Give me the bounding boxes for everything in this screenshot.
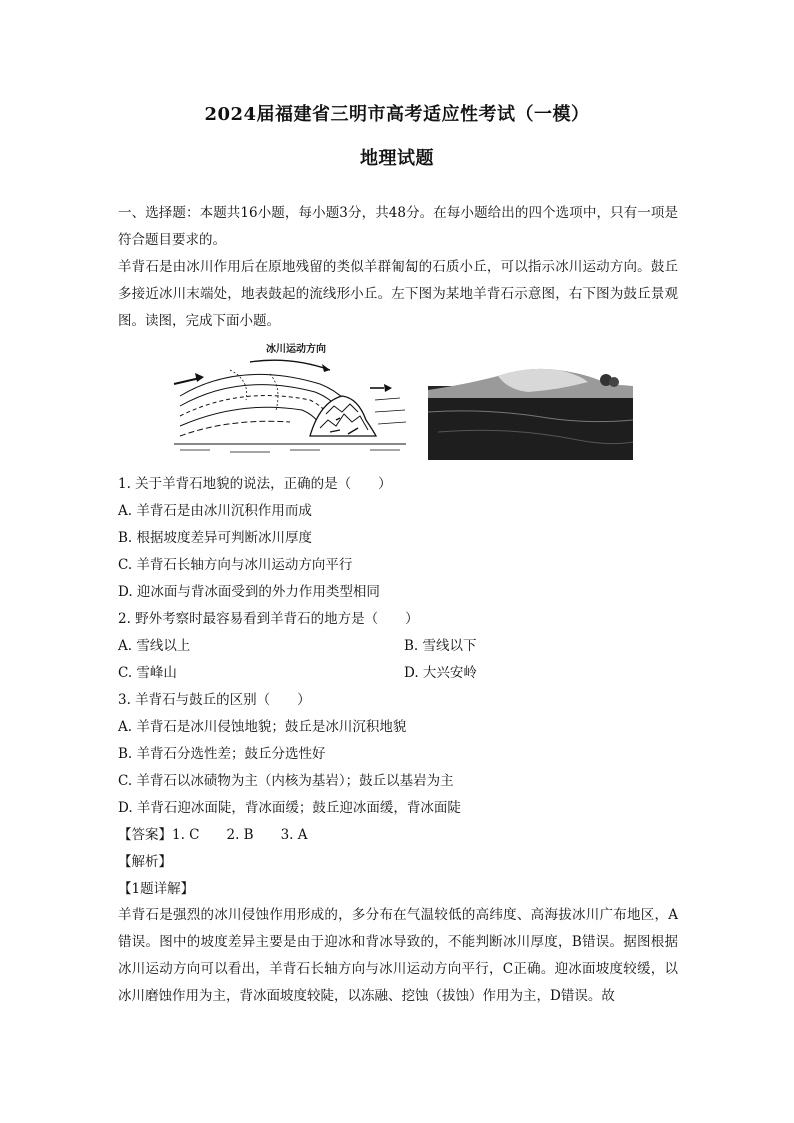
answer-key: 【答案】1. C 2. B 3. A	[118, 827, 308, 843]
figure-label: 冰川运动方向	[266, 344, 326, 355]
q3-option-a: A. 羊背石是冰川侵蚀地貌；鼓丘是冰川沉积地貌	[118, 719, 407, 735]
q2-option-d: D. 大兴安岭	[404, 665, 477, 681]
q2-option-b: B. 雪线以下	[404, 638, 477, 654]
q2-option-a: A. 雪线以上	[118, 638, 191, 654]
exam-subtitle: 地理试题	[360, 148, 434, 169]
q1-stem: 1. 关于羊背石地貌的说法，正确的是（ ）	[118, 476, 392, 492]
q1-detail-heading: 【1题详解】	[118, 881, 195, 897]
q2-option-c: C. 雪峰山	[118, 665, 177, 681]
question-material: 羊背石是由冰川作用后在原地残留的类似羊群匍匐的石质小丘，可以指示冰川运动方向。鼓丘多接近冰川末端处，地表鼓起的流线形小丘。左下图为某地羊背石示意图，右下图为鼓丘景观图。读图，完成下面小题。	[118, 259, 678, 329]
q1-option-d: D. 迎冰面与背冰面受到的外力作用类型相同	[118, 584, 380, 600]
section-intro: 一、选择题：本题共16小题，每小题3分，共48分。在每小题给出的四个选项中，只有一项是符合题目要求的。	[118, 205, 678, 248]
q3-stem: 3. 羊背石与鼓丘的区别（ ）	[118, 692, 311, 708]
drumlin-photo	[428, 362, 633, 460]
q1-option-b: B. 根据坡度差异可判断冰川厚度	[118, 530, 313, 546]
q1-option-a: A. 羊背石是由冰川沉积作用而成	[118, 503, 312, 519]
q3-option-c: C. 羊背石以冰碛物为主（内核为基岩）；鼓丘以基岩为主	[118, 773, 454, 789]
exam-title: 2024届福建省三明市高考适应性考试（一模）	[204, 104, 590, 125]
q3-option-b: B. 羊背石分选性差；鼓丘分选性好	[118, 746, 326, 762]
q3-option-d: D. 羊背石迎冰面陡，背冰面缓；鼓丘迎冰面缓，背冰面陡	[118, 800, 461, 816]
q1-detail-text: 羊背石是强烈的冰川侵蚀作用形成的，多分布在气温较低的高纬度、高海拔冰川广布地区，A错误。图中的坡度差异主要是由于迎冰和背冰导致的，不能判断冰川厚度，B错误。据图根据冰川运动方向可以看出，羊背石长轴方向与冰川运动方向平行，C正确。迎冰面坡度较缓，以冰川磨蚀作用为主，背冰面坡度较陡，以冻融、挖蚀（拔蚀）作用为主，D错误。故	[118, 907, 678, 1004]
roche-moutonnee-figure	[170, 340, 410, 458]
analysis-heading: 【解析】	[118, 854, 172, 870]
q2-stem: 2. 野外考察时最容易看到羊背石的地方是（ ）	[118, 611, 419, 627]
q1-option-c: C. 羊背石长轴方向与冰川运动方向平行	[118, 557, 353, 573]
